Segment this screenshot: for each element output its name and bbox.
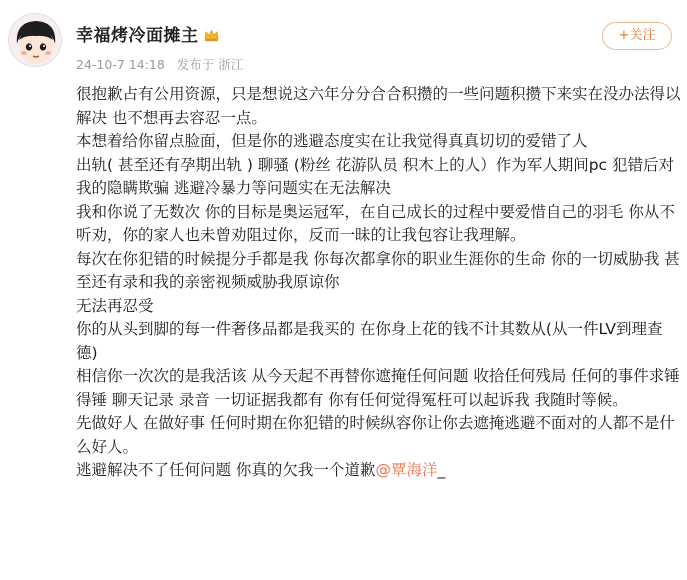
post-paragraph: 先做好人 在做好事 任何时期在你犯错的时候纵容你让你去遮掩逃避不面对的人都不是什么好人。 (76, 414, 675, 456)
avatar-illustration (9, 14, 62, 67)
post-source: 发布于 浙江 (176, 57, 244, 72)
post-paragraph: 无法再忍受 (76, 296, 154, 315)
last-line-text: 逃避解决不了任何问题 你真的欠我一个道歉 (76, 461, 376, 479)
post-header (0, 0, 687, 80)
author-name-row (76, 21, 220, 49)
post-paragraph: 我和你说了无数次 你的目标是奥运冠军，在自己成长的过程中要爱惜自己的羽毛 你从不听劝，你的家人也未曾劝阻过你，反而一昧的让我包容让我理解。 (76, 202, 675, 244)
post-meta (76, 55, 251, 73)
post-last-line (76, 459, 681, 483)
post-paragraph: 出轨( 甚至还有孕期出轨 ) 聊骚 (粉丝 花游队员 积木上的人）作为军人期间pc 犯错后对我的隐瞒欺骗 逃避冷暴力等问题实在无法解决 (76, 155, 674, 197)
avatar[interactable] (8, 13, 62, 67)
post-paragraph: 每次在你犯错的时候提分手都是我 你每次都拿你的职业生涯你的生命 你的一切威胁我 甚至还有录和我的亲密视频威胁我原谅你 (76, 249, 680, 291)
post-body (76, 83, 681, 483)
post-paragraph: 相信你一次次的是我活该 从今天起不再替你遮掩任何问题 收拾任何残局 任何的事件求锤得锤 聊天记录 录音 一切证据我都有 你有任何觉得冤枉可以起诉我 我随时等候。 (76, 367, 680, 409)
follow-button[interactable]: +关注 (602, 22, 672, 50)
post-paragraph: 你的从头到脚的每一件奢侈品都是我买的 在你身上花的钱不计其数从(从一件LV到理查德) (76, 320, 663, 362)
mention-link[interactable]: @覃海洋 (375, 461, 438, 479)
post-paragraph: 很抱歉占有公用资源，只是想说这六年分分合合积攒的一些问题积攒下来实在没办法得以解决 也不想再去容忍一点。 (76, 85, 681, 127)
crown-badge-icon (203, 27, 220, 49)
post-timestamp[interactable]: 24-10-7 14:18 (76, 57, 165, 72)
last-line-tail: _ (437, 461, 446, 479)
author-name[interactable]: 幸福烤冷面摊主 (76, 26, 199, 46)
post-paragraph: 本想着给你留点脸面，但是你的逃避态度实在让我觉得真真切切的爱错了人 (76, 132, 588, 150)
